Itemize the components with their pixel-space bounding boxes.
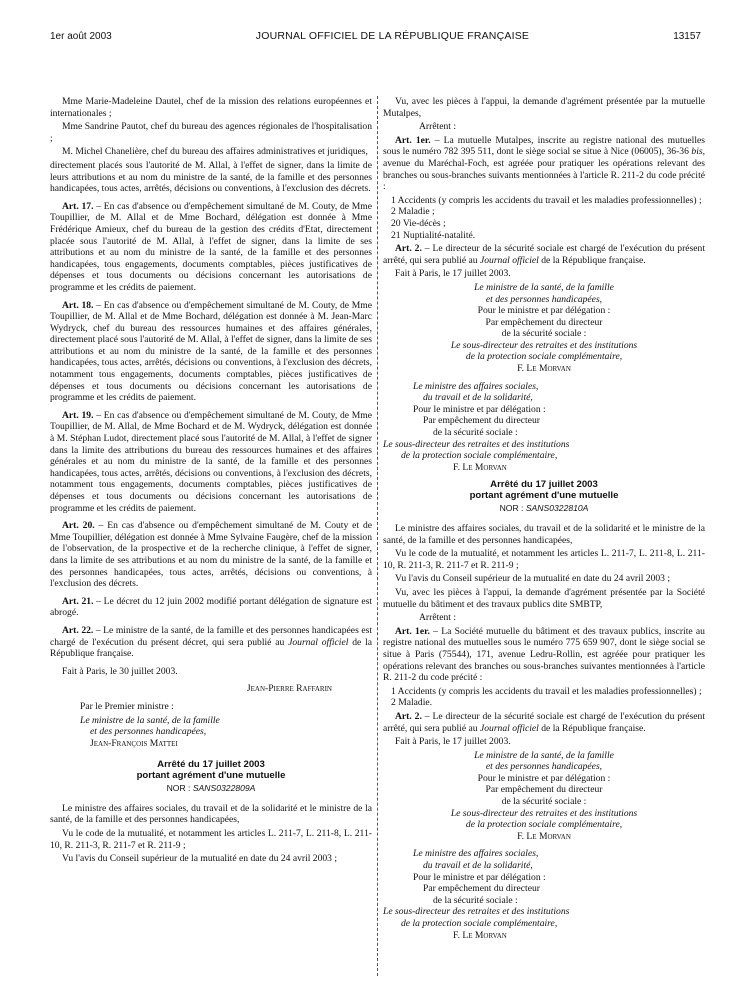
signature-date: Fait à Paris, le 17 juillet 2003. bbox=[395, 736, 511, 748]
article-17: Art. 17. – En cas d'absence ou d'empêchement simultané de M. Couty, de Mme Toupillier, de M. Allal et de Mme Bochard, délégation est donnée à Mme Frédérique Amieux, chef du bureau de la gestion des crédits d'Etat, directement placée sous l'autorité de M. Allal, à l'effet de signer, dans la limite de ses attributions et au nom du ministre de la santé, de la famille et des personnes handicapées, tous engagements, documents comptables, pièces justificatives de dépenses et tous documents ou décisions concernant les autorisations de programme et les crédits de paiement. bbox=[50, 200, 372, 293]
nor-reference: NOR : SANS0322809A bbox=[166, 783, 256, 794]
article-label: Art. 18. bbox=[62, 299, 94, 311]
article-label: Art. 1er. bbox=[395, 134, 431, 146]
decree-title: Arrêté du 17 juillet 2003 portant agrément d'une mutuelle bbox=[136, 759, 286, 782]
signer-name: F. Le Morvan bbox=[453, 929, 507, 941]
signer-name: F. Le Morvan bbox=[453, 461, 507, 473]
paragraph: Vu, avec les pièces à l'appui, la demande d'agrément présentée par la Société mutuelle du bâtiment et des travaux publics dite SMBTP, bbox=[383, 586, 705, 610]
paragraph: directement placés sous l'autorité de M. Allal, à l'effet de signer, dans la limite de leurs attributions et au nom du ministre de la santé, de la famille et des personnes handicapées, tous actes, arrêtés, décisions ou conventions, à l'exclusion des décrets. bbox=[50, 159, 372, 195]
list-item: 20 Vie-décès ; bbox=[391, 217, 446, 229]
signature-line: Par le Premier ministre : bbox=[80, 700, 174, 712]
article-18: Art. 18. – En cas d'absence ou d'empêchement simultané de M. Couty, de Mme Toupillier, de M. Allal et de Mme Bochard, délégation est donnée à M. Jean-Marc Wydryck, chef du bureau des ressources humaines et des affaires générales, directement placé sous l'autorité de M. Allal, à l'effet de signer, dans la limite de ses attributions et au nom du ministre de la santé, de la famille et des personnes handicapées, tous actes, arrêtés, décisions ou conventions, à l'exclusion des décrets, notamment tous engagements, documents comptables, pièces justificatives de dépenses et tous documents ou décisions concernant les autorisations de programme et les crédits de paiement. bbox=[50, 299, 372, 404]
signer-name: Jean-Pierre Raffarin bbox=[246, 683, 332, 695]
signature-line: Le ministre de la santé, de la famille bbox=[80, 714, 220, 726]
list-item: 2 Maladie. bbox=[391, 697, 433, 709]
article-20: Art. 20. – En cas d'absence ou d'empêchement simultané de M. Couty et de Mme Toupillier, délégation est donnée à Mme Sylvaine Faugère, chef de la mission de l'observation, de la prospective et de la recherche clinique, à l'effet de signer, dans la limite de ses attributions et au nom du ministre de la santé, de la famille et des personnes handicapées, tous actes, arrêtés, décisions ou conventions, à l'exclusion des décrets. bbox=[50, 520, 373, 590]
paragraph: Le ministre des affaires sociales, du travail et de la solidarité et le ministre de la santé, de la famille et des personnes handicapées, bbox=[50, 802, 372, 826]
signature-block: Le ministre des affaires sociales, du travail et de la solidarité, Pour le ministre et par délégation : Par empêchement du directeur de la sécurité sociale : Le sous-directeur des retraites et des institutions de la protection sociale complémentaire, F. Le Morvan bbox=[383, 848, 705, 941]
article-2: Art. 2. – Le directeur de la sécurité sociale est chargé de l'exécution du présent arrêté, qui sera publié au Journal officiel de la République française. bbox=[383, 710, 706, 734]
signer-name: Jean-François Mattei bbox=[90, 737, 178, 749]
article-21: Art. 21. – Le décret du 12 juin 2002 modifié portant délégation de signature est abrogé. bbox=[50, 595, 372, 619]
nor-reference: NOR : SANS0322810A bbox=[499, 503, 589, 514]
list-item: 1 Accidents (y compris les accidents du travail et les maladies professionnelles) ; bbox=[391, 194, 702, 206]
header-date: 1er août 2003 bbox=[50, 30, 112, 42]
paragraph: Le ministre des affaires sociales, du travail et de la solidarité et le ministre de la santé, de la famille et des personnes handicapées, bbox=[383, 523, 705, 546]
arretent: Arrêtent : bbox=[419, 121, 457, 133]
signature-block: Le ministre de la santé, de la famille et des personnes handicapées, Pour le ministre et par délégation : Par empêchement du directeur de la sécurité sociale : Le sous-directeur des retraites et des institutions de la protection sociale complémentaire, F. Le Morvan bbox=[383, 282, 705, 375]
signer-name: F. Le Morvan bbox=[517, 363, 571, 375]
article-2: Art. 2. – Le directeur de la sécurité sociale est chargé de l'exécution du présent arrêté, qui sera publié au Journal officiel de la République française. bbox=[383, 243, 706, 266]
article-label: Art. 21. bbox=[62, 595, 94, 607]
page-number: 13157 bbox=[673, 30, 701, 42]
list-item: 2 Maladie ; bbox=[391, 206, 435, 218]
paragraph: Vu le code de la mutualité, et notamment les articles L. 211-7, L. 211-8, L. 211-10, R. 211-3, R. 211-7 et R. 211-9 ; bbox=[383, 548, 705, 571]
right-column bbox=[383, 96, 705, 941]
article-label: Art. 17. bbox=[62, 200, 94, 212]
column-divider bbox=[377, 96, 378, 976]
list-item: 1 Accidents (y compris les accidents du travail et les maladies professionnelles) ; bbox=[391, 685, 702, 697]
signer-name: F. Le Morvan bbox=[517, 830, 571, 842]
page-header bbox=[50, 28, 701, 44]
article-1: Art. 1er. – La mutuelle Mutalpes, inscrite au registre national des mutuelles sous le numéro 782 395 511, dont le siège social se situe à Nice (06005), 36-36 bis, avenue du Maréchal-Foch, est agréée pour pratiquer les opérations relevant des branches ou sous-branches suivants mentionnées à l'article R. 211-2 du code précité : bbox=[383, 134, 705, 193]
paragraph: Mme Marie-Madeleine Dautel, chef de la mission des relations européennes et internationales ; bbox=[50, 96, 372, 119]
article-label: Art. 1er. bbox=[395, 625, 430, 637]
arretent: Arrêtent : bbox=[419, 612, 457, 624]
paragraph: Vu l'avis du Conseil supérieur de la mutualité en date du 24 avril 2003 ; bbox=[395, 573, 671, 585]
paragraph: Vu l'avis du Conseil supérieur de la mutualité en date du 24 avril 2003 ; bbox=[62, 853, 338, 865]
paragraph: M. Michel Chanelière, chef du bureau des affaires administratives et juridiques, bbox=[62, 146, 368, 158]
article-19: Art. 19. – En cas d'absence ou d'empêchement simultané de M. Couty, de Mme Toupillier, de M. Allal, de Mme Bochard et de M. Wydryck, délégation est donnée à M. Stéphan Ludot, directement placé sous l'autorité de M. Allal, à l'effet de signer dans la limite des attributions du bureau des ressources humaines et des affaires générales et au nom du ministre de la santé, de la famille et des personnes handicapées, tous actes, arrêtés, décisions ou conventions, à l'exclusion des décrets, notamment tous engagements, documents comptables, pièces justificatives de dépenses et tous documents ou décisions concernant les autorisations de programme et les crédits de paiement. bbox=[50, 409, 372, 514]
article-label: Art. 19. bbox=[62, 409, 94, 421]
article-label: Art. 2. bbox=[395, 243, 422, 255]
article-1: Art. 1er. – La Société mutuelle du bâtiment et des travaux publics, inscrite au registre national des mutuelles sous le numéro 775 659 907, dont le siège social se situe à Paris (75544), 171, avenue Ledru-Rollin, est agréée pour pratiquer les opérations relevant des branches ou sous-branches suivantes mentionnées à l'article R. 211-2 du code précité : bbox=[383, 625, 705, 684]
article-label: Art. 22. bbox=[62, 624, 94, 636]
paragraph: Vu, avec les pièces à l'appui, la demande d'agrément présentée par la mutuelle Mutalpes, bbox=[383, 96, 705, 119]
decree-title: Arrêté du 17 juillet 2003 portant agrément d'une mutuelle bbox=[469, 479, 619, 502]
paragraph: Vu le code de la mutualité, et notamment les articles L. 211-7, L. 211-8, L. 211-10, R. 211-3, R. 211-7 et R. 211-9 ; bbox=[50, 828, 372, 851]
header-title: JOURNAL OFFICIEL DE LA RÉPUBLIQUE FRANÇAISE bbox=[255, 30, 530, 42]
signature-line: et des personnes handicapées, bbox=[90, 726, 207, 738]
left-column bbox=[50, 96, 372, 867]
signature-block: Le ministre de la santé, de la famille et des personnes handicapées, Pour le ministre et par délégation : Par empêchement du directeur de la sécurité sociale : Le sous-directeur des retraites et des institutions de la protection sociale complémentaire, F. Le Morvan bbox=[383, 750, 705, 843]
article-label: Art. 2. bbox=[395, 710, 422, 722]
list-item: 21 Nuptialité-natalité. bbox=[391, 229, 476, 241]
paragraph: Mme Sandrine Pautot, chef du bureau des agences régionales de l'hospitalisation ; bbox=[50, 121, 372, 144]
article-22: Art. 22. – Le ministre de la santé, de la famille et des personnes handicapées est chargé de l'exécution du présent décret, qui sera publié au Journal officiel de la République française. bbox=[50, 624, 372, 660]
signature-date: Fait à Paris, le 17 juillet 2003. bbox=[395, 268, 511, 280]
article-label: Art. 20. bbox=[62, 520, 95, 532]
signature-date: Fait à Paris, le 30 juillet 2003. bbox=[62, 665, 178, 677]
signature-block: Le ministre des affaires sociales, du travail et de la solidarité, Pour le ministre et par délégation : Par empêchement du directeur de la sécurité sociale : Le sous-directeur des retraites et des institutions de la protection sociale complémentaire, F. Le Morvan bbox=[383, 381, 705, 474]
